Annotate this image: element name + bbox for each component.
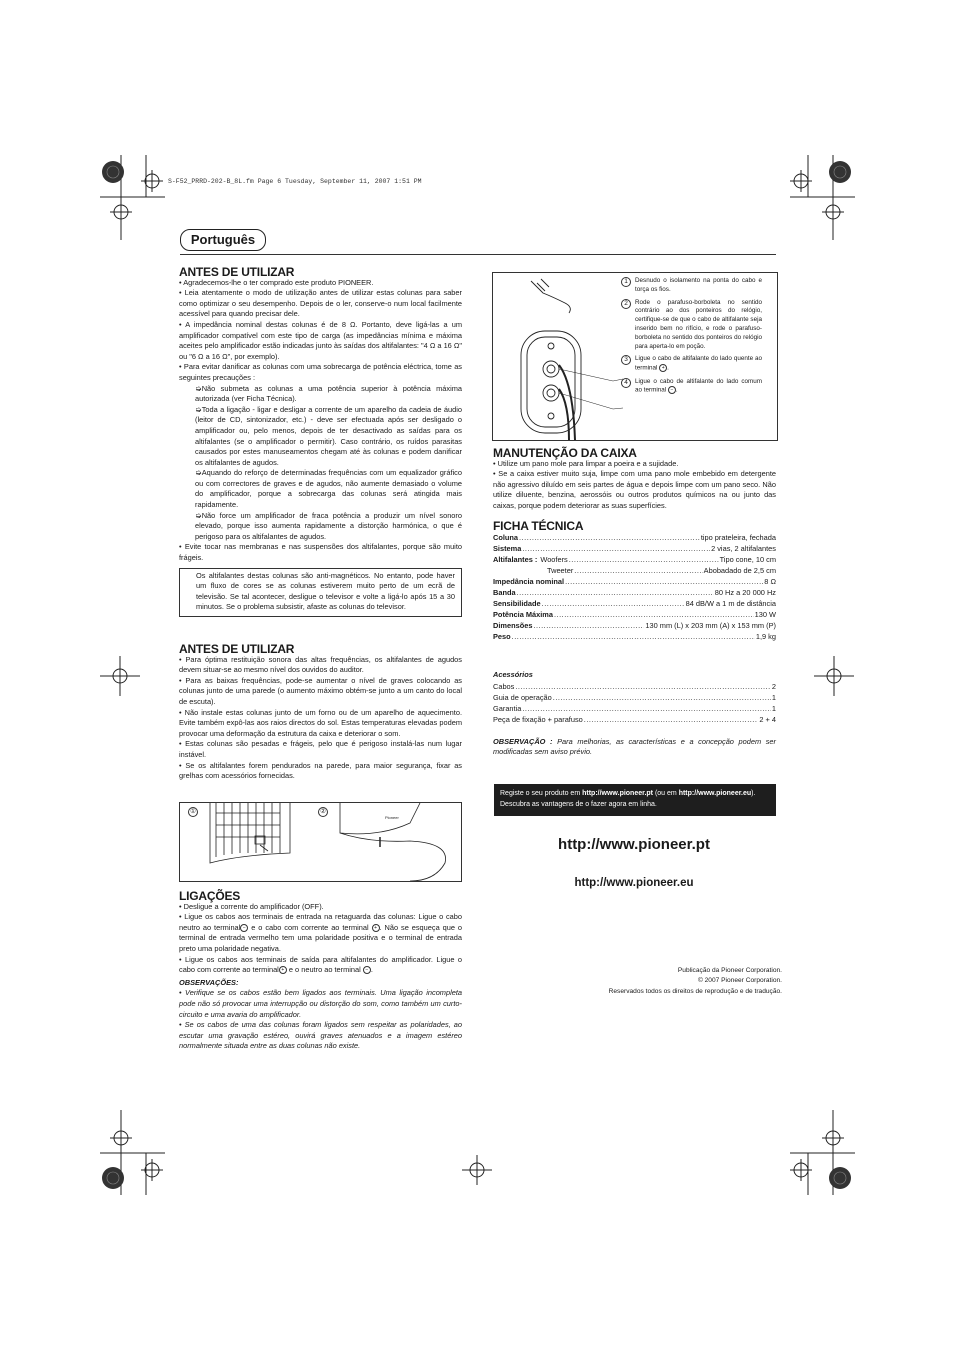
arrow-right-icon: ➭ — [195, 383, 202, 393]
caution-text: Aquando do reforço de determinadas frequências com um equalizador gráfico ou com correctores de graves e de agudos, não aumente demasiado o volume do amplificador, porque a sobrecarga das colunas será atingida mais rapidamente. — [195, 468, 462, 510]
spec-value: Tipo cone, 10 cm — [719, 554, 776, 564]
leader-dots — [554, 609, 754, 620]
leader-dots — [569, 554, 719, 565]
accessory-label: Peça de fixação + parafuso — [493, 714, 583, 724]
plus-terminal-icon: + — [279, 966, 287, 974]
paragraph: • Para óptima restituição sonora das altas frequências, os altifalantes de agudos devem situar-se ao mesmo nível dos ouvidos do auditor. — [179, 654, 462, 675]
spec-value: 130 W — [754, 609, 776, 619]
accessory-row — [493, 714, 776, 725]
spec-row — [493, 598, 776, 609]
minus-terminal-icon: − — [240, 924, 248, 932]
step-number: 2 — [621, 299, 631, 309]
caution-item — [179, 511, 462, 543]
step-item — [621, 277, 762, 295]
file-header-line: S-F52_PRRD-202-B_8L.fm Page 6 Tuesday, September 11, 2007 1:51 PM — [168, 178, 422, 185]
plus-terminal-icon: + — [372, 924, 380, 932]
header-rule — [180, 254, 776, 255]
paragraph: • Não instale estas colunas junto de um forno ou de um aparelho de aquecimento. Evite também expô-las aos raios directos do sol. Estas temperaturas elevadas podem provocar uma deformação da estrutura da caixa e deteriorar o som. — [179, 707, 462, 738]
spec-value: Abobadado de 2,5 cm — [703, 565, 776, 575]
spec-value: 1,9 kg — [755, 631, 776, 641]
step-text: Ligue o cabo de altifalante do lado comum ao terminal — [635, 377, 762, 395]
section-title: MANUTENÇÃO DA CAIXA — [493, 446, 637, 460]
step-item — [621, 299, 762, 352]
publisher-info — [560, 966, 782, 997]
publisher-line: Publicação da Pioneer Corporation. — [677, 967, 782, 974]
minus-terminal-icon: − — [363, 966, 371, 974]
step-number: 1 — [621, 277, 631, 287]
spec-value: 80 Hz a 20 000 Hz — [714, 587, 776, 597]
paragraph: • Se os altifalantes forem pendurados na parede, para maior segurança, fixar as grelhas com acessórios fornecidas. — [179, 760, 462, 781]
accessories-section — [493, 670, 776, 758]
section-ligacoes — [179, 891, 462, 1052]
paragraph: • Estas colunas são pesadas e frágeis, pelo que é perigoso instalá-las num lugar instável. — [179, 739, 462, 759]
accessory-quantity: 1 — [771, 692, 776, 702]
spec-row — [493, 631, 776, 642]
leader-dots — [584, 714, 759, 725]
plus-terminal-icon: + — [659, 364, 667, 372]
section-manutencao — [493, 448, 776, 512]
registration-line-2: Descubra as vantagens de o fazer agora em linha. — [500, 801, 657, 808]
leader-dots — [522, 543, 710, 554]
caution-text: Não force um amplificador de fraca potência a produzir um nível sonoro elevado, porque isso aumenta rapidamente a distorção harmónica, o que é perigoso para os altifalantes de agudos. — [195, 510, 462, 541]
spec-row — [493, 609, 776, 620]
spec-label: Impedância nominal — [493, 576, 565, 586]
leader-dots — [519, 532, 700, 543]
register-link-eu[interactable]: http://www.pioneer.eu — [678, 790, 752, 797]
copyright-line: © 2007 Pioneer Corporation. — [697, 977, 782, 985]
leader-dots — [574, 565, 702, 576]
paragraph: • Ligue os cabos aos terminais de entrada na retaguarda das colunas: Ligue o cabo neutro ao terminal − e o cabo com corrente ao terminal + . Não se esqueça que o terminal de entrada vermelho tem uma polaridade positiva e o terminal de entrada preto uma polaridade negativa. — [179, 912, 462, 953]
section-ficha-tecnica — [493, 521, 776, 642]
spec-row — [493, 532, 776, 543]
figure-number: ① — [188, 807, 198, 817]
connection-figure — [492, 272, 778, 441]
spec-row — [493, 587, 776, 598]
accessory-row — [493, 692, 776, 703]
spec-row — [493, 565, 776, 576]
section-title: LIGAÇÕES — [179, 889, 241, 903]
section-title: FICHA TÉCNICA — [493, 519, 584, 533]
spec-value: 2 vias, 2 altifalantes — [711, 543, 776, 553]
paragraph: • Ligue os cabos aos terminais de saída para altifalantes do amplificador. Ligue o cabo com corrente ao terminal + e o neutro ao terminal − . — [179, 954, 462, 975]
url-pioneer-pt[interactable]: http://www.pioneer.pt — [558, 836, 710, 853]
step-item: 3 Ligue o cabo de altifalante do lado quente ao terminal + . — [621, 355, 762, 373]
spec-label: Altifalantes : — [493, 554, 538, 564]
spec-row — [493, 554, 776, 565]
spec-label: Potência Máxima — [493, 609, 553, 619]
spec-sublabel: Tweeter — [547, 565, 574, 575]
paragraph: • Utilize um pano mole para limpar a poeira e a sujidade. — [493, 458, 679, 468]
register-link-pt[interactable]: http://www.pioneer.pt — [582, 790, 654, 797]
spec-value: 8 Ω — [764, 576, 776, 586]
url-pioneer-eu[interactable]: http://www.pioneer.eu — [574, 877, 694, 889]
leader-dots — [542, 598, 685, 609]
accessory-label: Guia de operação — [493, 692, 552, 702]
spec-label: Banda — [493, 587, 516, 597]
spec-sublabel: Woofers — [540, 554, 568, 564]
spec-label: Coluna — [493, 532, 519, 542]
section-title: ANTES DE UTILIZAR — [179, 265, 295, 279]
paragraph: • Evite tocar nas membranas e nas suspensões dos altifalantes, porque são muito frágeis. — [179, 542, 462, 563]
caution-item — [179, 384, 462, 405]
step-item: 4 Ligue o cabo de altifalante do lado comum ao terminal − . — [621, 378, 762, 396]
spec-label: Sensibilidade — [493, 598, 541, 608]
caution-item — [179, 468, 462, 510]
observations-title: OBSERVAÇÕES: — [179, 977, 239, 987]
minus-terminal-icon: − — [668, 386, 676, 394]
accessory-label: Garantia — [493, 703, 522, 713]
caution-item — [179, 405, 462, 469]
step-text: Ligue o cabo de altifalante do lado quente ao terminal — [635, 355, 762, 372]
observation-item: • Se os cabos de uma das colunas foram ligados sem respeitar as polaridades, ao escutar uma gravação estéreo, ouvirá graves atenuados e a imagem estéreo normalmente situada entre as duas colunas não existe. — [179, 1020, 462, 1051]
caution-text: Não submeta as colunas a uma potência superior à potência máxima autorizada (ver Ficha Técnica). — [195, 383, 462, 404]
paragraph: • Se a caixa estiver muito suja, limpe com uma pano mole embebido em detergente não agressivo diluído em seis partes de água e depois limpe com um pano seco. Não utilize diluente, benzina, aerossóis ou outros produtos químicos na ou junto das caixas, porque podem deteriorar as suas superfícies. — [493, 469, 776, 510]
paragraph: • Agradecemos-lhe o ter comprado este produto PIONEER. — [179, 277, 374, 287]
spec-value: tipo prateleira, fechada — [700, 532, 776, 542]
spec-label: Peso — [493, 631, 511, 641]
caution-text: Toda a ligação - ligar e desligar a corrente de um aparelho da cadeia de áudio (leitor de CD, sintonizador, etc.) - deve ser efectuada após ser desligado o amplificador ou, pelo menos, depois de ter desactivado as saídas para os altifalantes (se o amplificador o permitir). Caso contrário, os ruídos parasitas causados por estes manuseamentos chegam até às colunas e podem danificar os altifalantes de agudos. — [195, 404, 462, 467]
leader-dots — [565, 576, 763, 587]
leader-dots — [533, 620, 644, 631]
leader-dots — [517, 587, 714, 598]
paragraph: • Para as baixas frequências, pode-se aumentar o nível de graves colocando as colunas junto de uma parede (o aumento máximo obtém-se junto a um canto do local de escuta). — [179, 675, 462, 706]
leader-dots — [515, 681, 771, 692]
spec-list — [493, 532, 776, 642]
arrow-right-icon: ➭ — [195, 468, 202, 478]
figure-number: ② — [318, 807, 328, 817]
wall-mount-illustration — [180, 803, 461, 881]
registration-line: Registe o seu produto em http://www.pioneer.pt (ou em http://www.pioneer.eu). — [500, 790, 756, 797]
language-badge: Português — [180, 229, 266, 251]
leader-dots — [512, 631, 755, 642]
accessory-quantity: 1 — [771, 703, 776, 713]
wall-mount-figure — [179, 802, 462, 882]
spec-note: OBSERVAÇÃO : Para melhorias, as características e a concepção podem ser modificadas sem aviso prévio. — [493, 736, 776, 757]
step-number: 3 — [621, 355, 631, 365]
magnetic-note-box — [179, 568, 462, 617]
leader-dots — [522, 703, 771, 714]
observation-item: • Verifique se os cabos estão bem ligados aos terminais. Uma ligação incompleta pode não só provocar uma interrupção ou distorção do som, como também um curto-circuito e uma avaria do amplificador. — [179, 988, 462, 1019]
spec-row — [493, 620, 776, 631]
speaker-terminal-illustration — [493, 273, 613, 440]
section-title: ANTES DE UTILIZAR — [179, 642, 295, 656]
arrow-right-icon: ➭ — [195, 404, 202, 414]
accessories-list — [493, 681, 776, 725]
accessories-title: Acessórios — [493, 670, 533, 679]
spec-label: Dimensões — [493, 620, 533, 630]
step-text: Rode o parafuso-borboleta no sentido contrário ao dos ponteiros do relógio, certifique-se de que o cabo de altifalante seja inserido bem no rifício, e rode o parafuso-borboleta no sentido dos ponteiros do relógio para aperta-lo em poção. — [635, 298, 762, 350]
paragraph: • Para evitar danificar as colunas com uma sobrecarga de potência eléctrica, tome as seguintes precauções : — [179, 362, 462, 382]
leader-dots — [553, 692, 771, 703]
step-text: Desnudo o isolamento na ponta do cabo e torça os fios. — [635, 277, 762, 293]
accessory-row — [493, 681, 776, 692]
rights-line: Reservados todos os direitos de reprodução e de tradução. — [608, 987, 782, 995]
spec-label — [493, 565, 544, 576]
spec-value: 84 dB/W a 1 m de distância — [685, 598, 776, 608]
note-text: Os altifalantes destas colunas são anti-magnéticos. No entanto, pode haver um fluxo de cores se as colunas estiverem muito perto de um ecrã de televisão. Se tal acontecer, desligue o televisor e volte a ligá-lo após 15 a 30 minutos. Se o problema subsistir, afaste as colunas do televisor. — [196, 570, 455, 612]
paragraph: • Leia atentamente o modo de utilização antes de utilizar estas colunas para saber como optimizar o seu desempenho. Depois de o ler, conserve-o num local facilmente acessível para quando precisar dele. — [179, 288, 462, 319]
accessory-label: Cabos — [493, 681, 515, 691]
arrow-right-icon: ➭ — [195, 510, 202, 520]
connection-steps — [621, 277, 762, 396]
spec-value: 130 mm (L) x 203 mm (A) x 153 mm (P) — [645, 620, 776, 630]
accessory-quantity: 2 + 4 — [759, 714, 776, 724]
registration-banner — [494, 784, 776, 816]
svg-text:Pioneer: Pioneer — [385, 815, 399, 820]
spec-row — [493, 543, 776, 554]
step-number: 4 — [621, 378, 631, 388]
accessory-row — [493, 703, 776, 714]
accessory-quantity: 2 — [771, 681, 776, 691]
section-antes-2 — [179, 644, 462, 782]
spec-row — [493, 576, 776, 587]
spec-label: Sistema — [493, 543, 522, 553]
paragraph: • A impedância nominal destas colunas é de 8 Ω. Portanto, deve ligá-las a um amplificador compatível com este tipo de carga (as impedâncias mínima e máxima aceites pelo amplificador estão indicadas junto às saídas dos altifalantes: "4 Ω a 16 Ω" ou "6 Ω a 16 Ω", por exemplo). — [179, 319, 462, 361]
paragraph: • Desligue a corrente do amplificador (OFF). — [179, 901, 324, 911]
section-antes-1 — [179, 267, 462, 617]
